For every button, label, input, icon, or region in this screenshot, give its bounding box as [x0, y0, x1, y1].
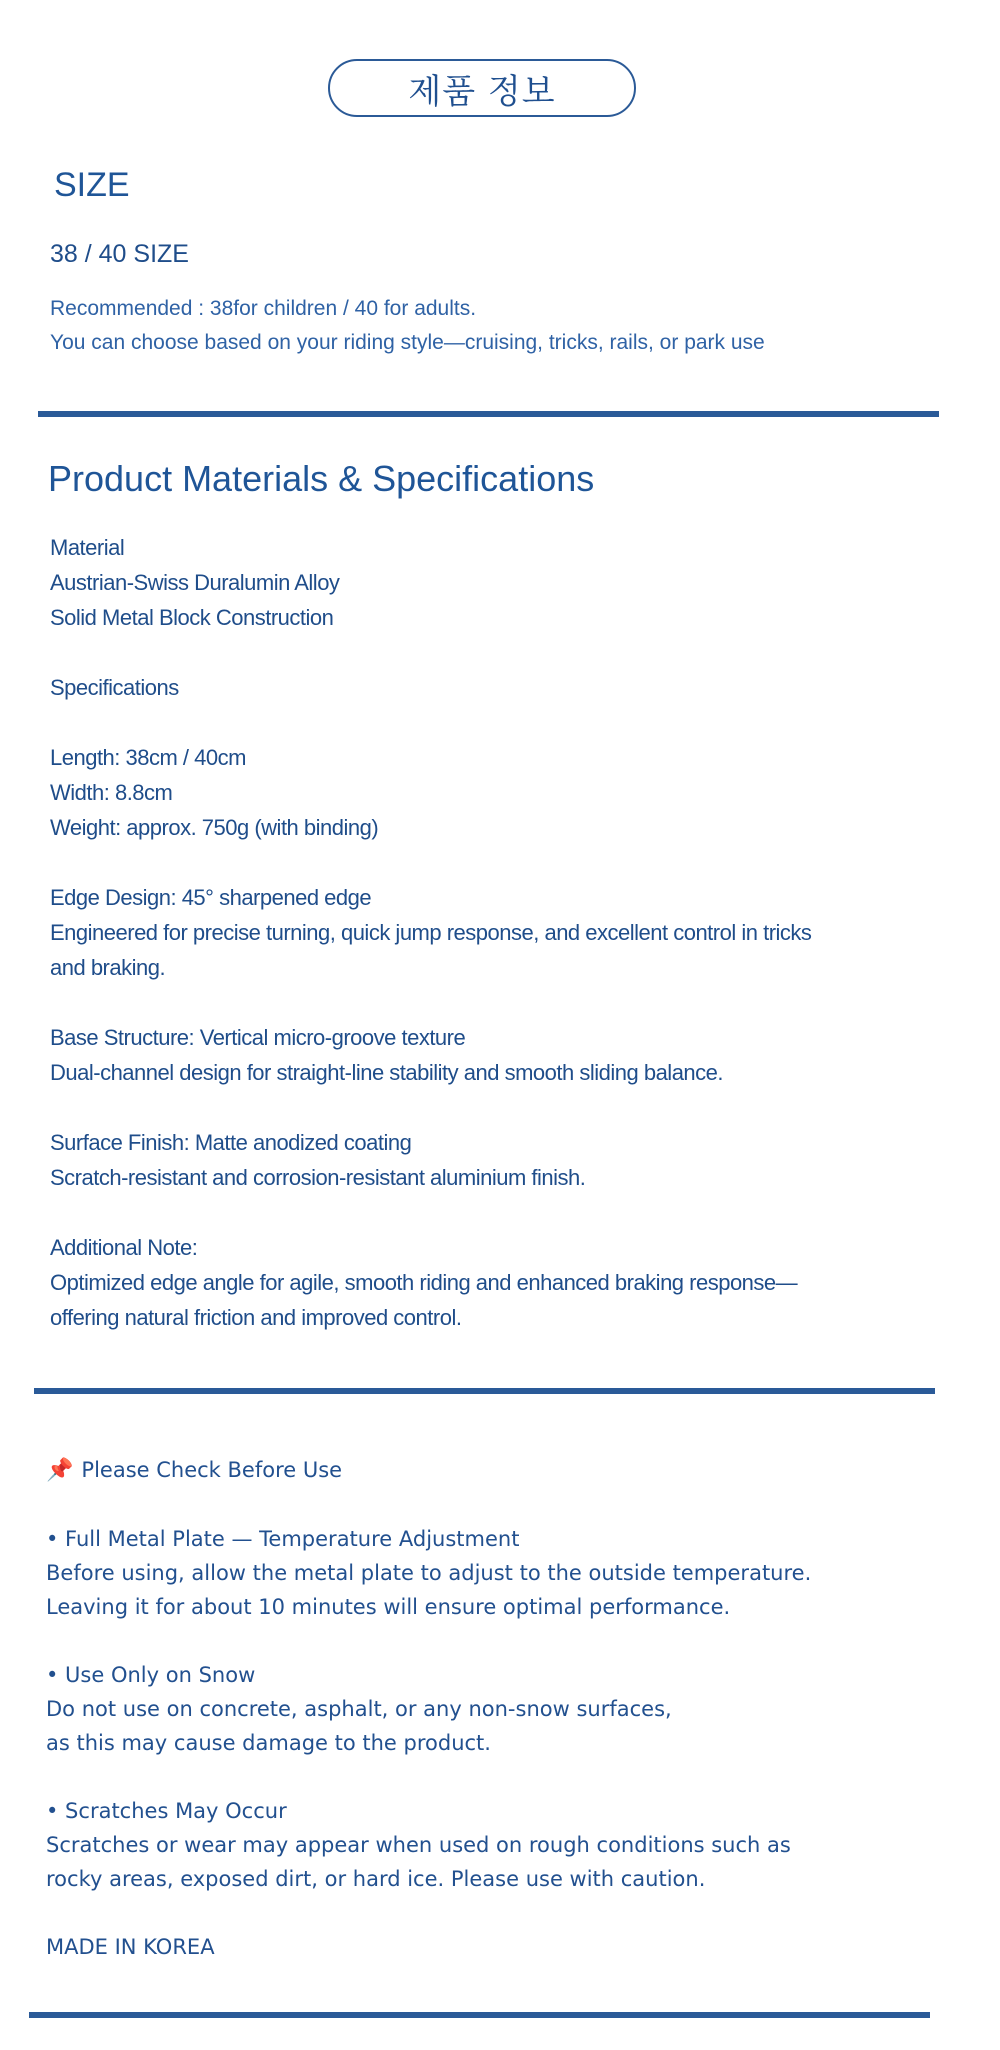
- spec-line: Scratch-resistant and corrosion-resistant aluminium finish.: [50, 1165, 586, 1190]
- check-line: • Full Metal Plate — Temperature Adjustment: [46, 1527, 520, 1551]
- check-line: Do not use on concrete, asphalt, or any non-snow surfaces,: [46, 1697, 672, 1721]
- check-line: as this may cause damage to the product.: [46, 1731, 491, 1755]
- spec-line: Width: 8.8cm: [50, 780, 173, 805]
- size-line: Recommended : 38for children / 40 for adults.: [50, 297, 477, 320]
- pushpin-icon: 📌: [46, 1458, 74, 1483]
- spec-line: [50, 1090, 950, 1125]
- spec-line: offering natural friction and improved control.: [50, 1305, 462, 1330]
- size-line: You can choose based on your riding style—cruising, tricks, rails, or park use: [50, 331, 765, 354]
- check-line: • Scratches May Occur: [46, 1799, 287, 1823]
- size-subtitle: 38 / 40 SIZE: [50, 240, 189, 268]
- check-line: • Use Only on Snow: [46, 1663, 256, 1687]
- spec-line: [50, 1195, 950, 1230]
- spec-line: Weight: approx. 750g (with binding): [50, 815, 379, 840]
- section-divider: [34, 1388, 935, 1394]
- spec-line: Material: [50, 535, 125, 560]
- made-in-korea: MADE IN KOREA: [46, 1935, 215, 1959]
- size-heading: SIZE: [54, 166, 130, 204]
- check-line: [46, 1896, 946, 1930]
- product-info-label: 제품 정보: [408, 71, 556, 112]
- spec-line: Base Structure: Vertical micro-groove texture: [50, 1025, 466, 1050]
- spec-line: Specifications: [50, 675, 179, 700]
- spec-line: Optimized edge angle for agile, smooth riding and enhanced braking response—: [50, 1270, 798, 1295]
- spec-line: Engineered for precise turning, quick jump response, and excellent control in tricks: [50, 920, 812, 945]
- check-line: [46, 1488, 946, 1522]
- spec-line: [50, 845, 950, 880]
- product-info-pill: [328, 59, 636, 117]
- check-title-row: [46, 1453, 946, 1488]
- check-line: [46, 1624, 946, 1658]
- check-before-use: [46, 1453, 946, 1964]
- spec-line: Additional Note:: [50, 1235, 198, 1260]
- section-divider: [38, 411, 939, 417]
- check-title: Please Check Before Use: [81, 1458, 343, 1482]
- check-line: Leaving it for about 10 minutes will ensure optimal performance.: [46, 1595, 731, 1619]
- materials-heading: Product Materials & Specifications: [48, 458, 595, 499]
- spec-line: Length: 38cm / 40cm: [50, 745, 246, 770]
- section-divider: [29, 2012, 930, 2018]
- materials-list: [50, 530, 950, 1335]
- spec-line: Dual-channel design for straight-line stability and smooth sliding balance.: [50, 1060, 724, 1085]
- check-line: rocky areas, exposed dirt, or hard ice. Please use with caution.: [46, 1867, 706, 1891]
- spec-line: and braking.: [50, 955, 166, 980]
- spec-line: [50, 985, 950, 1020]
- spec-line: [50, 635, 950, 670]
- spec-line: Edge Design: 45° sharpened edge: [50, 885, 372, 910]
- check-line: Before using, allow the metal plate to adjust to the outside temperature.: [46, 1561, 812, 1585]
- size-description: [50, 292, 765, 360]
- spec-line: [50, 705, 950, 740]
- check-line: [46, 1760, 946, 1794]
- spec-line: Solid Metal Block Construction: [50, 605, 334, 630]
- spec-line: Austrian-Swiss Duralumin Alloy: [50, 570, 340, 595]
- spec-line: Surface Finish: Matte anodized coating: [50, 1130, 412, 1155]
- check-line: Scratches or wear may appear when used on rough conditions such as: [46, 1833, 791, 1857]
